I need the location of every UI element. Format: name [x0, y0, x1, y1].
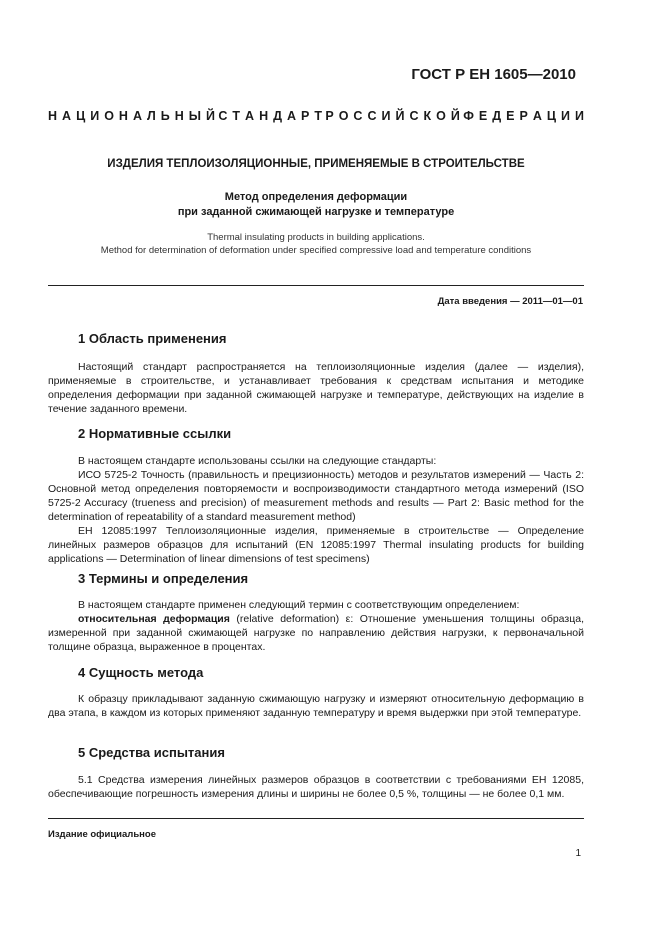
section-2-heading: 2 Нормативные ссылки	[78, 426, 232, 441]
section-3-body	[48, 598, 584, 654]
banner-word-1: Н А Ц И О Н А Л Ь Н Ы Й	[48, 109, 216, 123]
section-1-body	[48, 360, 584, 416]
header-divider	[48, 285, 584, 286]
banner-word-3: Р О С С И Й С К О Й	[325, 109, 460, 123]
document-title: ИЗДЕЛИЯ ТЕПЛОИЗОЛЯЦИОННЫЕ, ПРИМЕНЯЕМЫЕ В СТРОИТЕЛЬСТВЕ	[107, 158, 525, 170]
introduction-date: Дата введения — 2011—01—01	[437, 296, 583, 307]
section-3-definition	[48, 612, 584, 654]
page-number: 1	[575, 848, 581, 859]
section-3-paragraph-1: В настоящем стандарте применен следующий термин с соответствующим определением:	[78, 599, 520, 611]
document-subtitle	[48, 190, 584, 220]
section-5-body	[48, 773, 584, 801]
term-definition: (relative deformation) ε: Отношение уменьшения толщины образца, измеренной при заданной сжимающей нагрузке по направлению действия нагрузки, к первоначальной толщине образца, выраженное в процентах.	[48, 613, 584, 653]
section-2-body	[48, 454, 584, 566]
document-code: ГОСТ Р ЕН 1605—2010	[411, 66, 576, 83]
section-2-reference-iso: ИСО 5725-2 Точность (правильность и прецизионность) методов и результатов измерений — Часть 2: Основной метод определения повторяемости и воспроизводимости стандартного метода измерений (ISO 5725-2 Accuracy (trueness and precision) of measurement methods and results — Part 2: Basic method for the determination of repeatability of a standard measurement method)	[48, 469, 584, 523]
section-5-heading: 5 Средства испытания	[78, 745, 225, 760]
official-edition-label: Издание официальное	[48, 829, 156, 840]
banner-word-4: Ф Е Д Е Р А Ц И И	[463, 109, 584, 123]
national-standard-banner	[48, 109, 584, 123]
section-2-paragraph-1: В настоящем стандарте использованы ссылки на следующие стандарты:	[78, 455, 437, 467]
section-3-heading: 3 Термины и определения	[78, 571, 249, 586]
section-1-paragraph: Настоящий стандарт распространяется на теплоизоляционные изделия (далее — изделия), применяемые в строительстве, и устанавливает требования к средствам испытания и методике определения деформации при заданной сжимающей нагрузке и температуре, действующих на изделие в течение заданного времени.	[48, 361, 584, 415]
english-title-line-1: Thermal insulating products in building applications.	[207, 232, 425, 243]
section-4-body	[48, 692, 584, 720]
section-5-paragraph: 5.1 Средства измерения линейных размеров образцов в соответствии с требованиями ЕН 12085, обеспечивающие погрешность измерения длины и ширины не более 0,5 %, толщины — не более 0,1 мм.	[48, 774, 584, 800]
section-4-paragraph: К образцу прикладывают заданную сжимающую нагрузку и измеряют относительную деформацию в два этапа, в каждом из которых применяют заданную температуру и время выдержки при этой температуре.	[48, 693, 584, 719]
footer-divider	[48, 818, 584, 819]
english-title	[48, 231, 584, 257]
section-4-heading: 4 Сущность метода	[78, 665, 204, 680]
section-2-reference-en: ЕН 12085:1997 Теплоизоляционные изделия, применяемые в строительстве — Определение линейных размеров образцов для испытаний (EN 12085:1997 Thermal insulating products for building applications — Determination of linear dimensions of test specimens)	[48, 525, 584, 565]
section-1-heading: 1 Область применения	[78, 331, 227, 346]
english-title-line-2: Method for determination of deformation under specified compressive load and temperature conditions	[100, 245, 532, 256]
subtitle-line-2: при заданной сжимающей нагрузке и температуре	[177, 206, 455, 218]
term-name: относительная деформация	[78, 613, 230, 625]
banner-word-2: С Т А Н Д А Р Т	[218, 109, 323, 123]
subtitle-line-1: Метод определения деформации	[224, 191, 408, 203]
